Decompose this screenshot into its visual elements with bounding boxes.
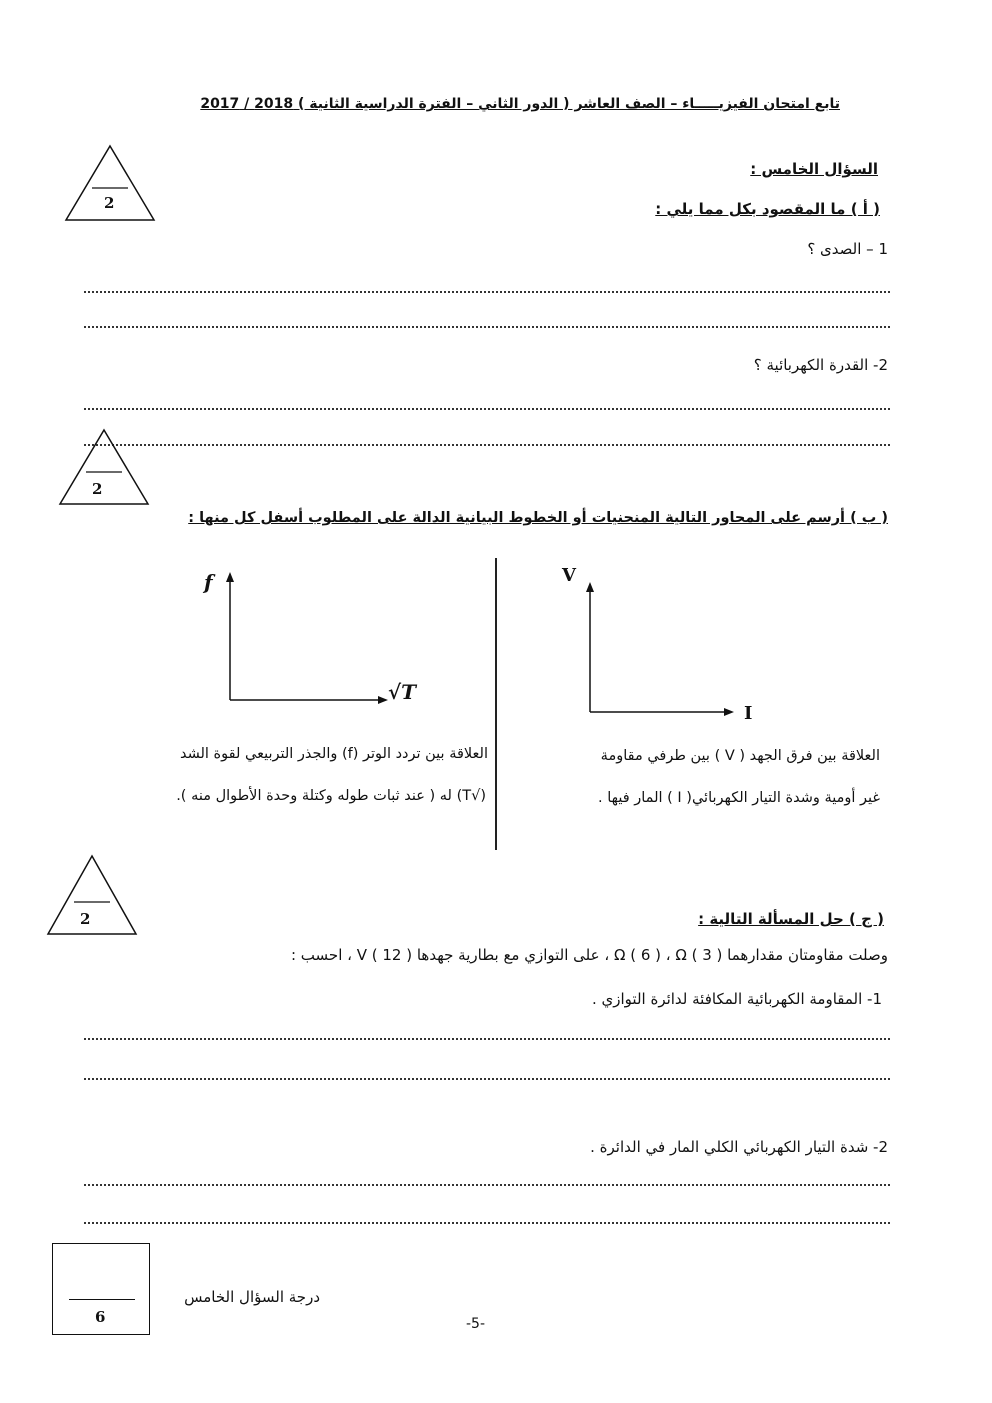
part-b-score: 2 (92, 480, 103, 498)
part-c-statement: وصلت مقاومتان مقدارهما Ω ( 6 ) ، Ω ( 3 ) ، على التوازي مع بطارية جهدها V ( 12 ) ، احسب : (290, 946, 888, 964)
page-number: -5- (466, 1316, 486, 1332)
part-c-score: 2 (80, 910, 91, 928)
part-a-item-2: 2- القدرة الكهربائية ؟ (753, 356, 888, 374)
answer-line[interactable] (84, 322, 890, 328)
answer-line[interactable] (84, 1180, 890, 1186)
graph-left-x-label: √T (388, 680, 417, 704)
total-score-box (52, 1243, 150, 1335)
graph-right-caption-line-1: العلاقة بين فرق الجهد ( V ) بين طرفي مقاومة (600, 748, 880, 764)
graph-right-y-label: V (562, 565, 576, 586)
part-a-score: 2 (104, 194, 115, 212)
score-triangle-part-a (64, 144, 156, 222)
part-c-item-1: 1- المقاومة الكهربائية المكافئة لدائرة التوازي . (591, 990, 882, 1008)
part-a-item-1: 1 – الصدى ؟ (807, 240, 888, 258)
answer-line[interactable] (84, 440, 890, 446)
answer-line[interactable] (84, 1034, 890, 1040)
triangle-icon (58, 428, 150, 506)
graph-left-y-label: f (204, 570, 213, 594)
score-triangle-part-b (58, 428, 150, 506)
answer-line[interactable] (84, 404, 890, 410)
exam-header-title: تابع امتحان الفيزيـــــاء – الصف العاشر ( الدور الثاني – الفترة الدراسية الثانية ) 2018 / 2017 (200, 96, 840, 112)
graphs-divider (495, 558, 497, 850)
graph-left-caption-line-2: (√T) له ( عند ثبات طوله وكتلة وحدة الأطوال منه ). (176, 788, 486, 804)
part-a-title: ( أ ) ما المقصود بكل مما يلي : (655, 200, 880, 218)
graph-v-vs-i[interactable] (556, 576, 756, 726)
answer-line[interactable] (84, 287, 890, 293)
graph-left-caption-line-1: العلاقة بين تردد الوتر (f) والجذر التربيعي لقوة الشد (179, 746, 488, 762)
part-c-title: ( ج ) حل المسألة التالية : (698, 910, 884, 928)
part-b-title: ( ب ) أرسم على المحاور التالية المنحنيات أو الخطوط البيانية الدالة على المطلوب أسفل كل منها : (188, 510, 888, 526)
answer-line[interactable] (84, 1074, 890, 1080)
triangle-icon (46, 854, 138, 936)
score-triangle-part-c (46, 854, 138, 936)
part-c-item-2: 2- شدة التيار الكهربائي الكلي المار في الدائرة . (590, 1138, 888, 1156)
score-fraction-line (69, 1299, 135, 1300)
total-score: 6 (95, 1308, 106, 1326)
graph-right-caption-line-2: غير أومية وشدة التيار الكهربائي( I ) المار فيها . (598, 790, 880, 806)
answer-line[interactable] (84, 1218, 890, 1224)
question-title: السؤال الخامس : (750, 160, 878, 178)
axes-icon (556, 576, 756, 726)
total-score-label: درجة السؤال الخامس (184, 1288, 320, 1306)
graph-right-x-label: I (744, 703, 753, 724)
